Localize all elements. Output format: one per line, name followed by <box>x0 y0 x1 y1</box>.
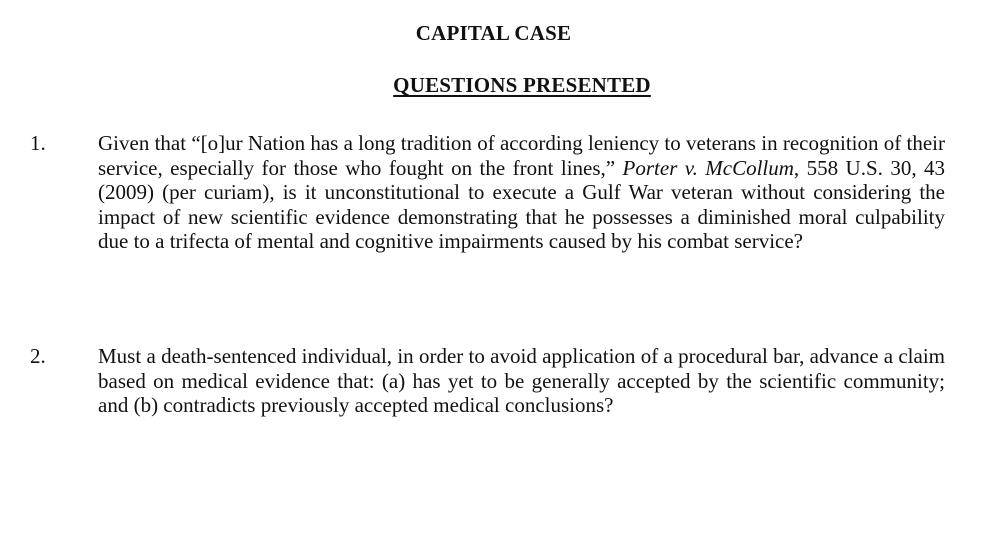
question-text: Must a death-sentenced individual, in order to avoid application of a procedural bar, advance a claim based on medical evidence that: (a) has yet to be generally accepted by the scientific community; and (b) contradicts previously accepted medical conclusions? <box>98 344 945 418</box>
questions-presented-heading: QUESTIONS PRESENTED <box>393 73 651 97</box>
question-number: 2. <box>30 344 46 368</box>
question-number: 1. <box>30 131 46 155</box>
case-citation-name: Porter v. McCollum <box>622 155 794 180</box>
case-type-heading: CAPITAL CASE <box>415 21 572 45</box>
question-text <box>98 131 945 254</box>
question-text-part: Given that “[o]ur Nation has a long tradition of according leniency to veterans in recognition of their service, especially for those who fought on the front lines,” <box>98 131 945 180</box>
question-text-part: , 558 U.S. 30, 43 (2009) (per curiam), is it unconstitutional to execute a Gulf War veteran without considering the impact of new scientific evidence demonstrating that he possesses a diminished moral culpability due to a trifecta of mental and cognitive impairments caused by his combat service? <box>98 155 946 254</box>
